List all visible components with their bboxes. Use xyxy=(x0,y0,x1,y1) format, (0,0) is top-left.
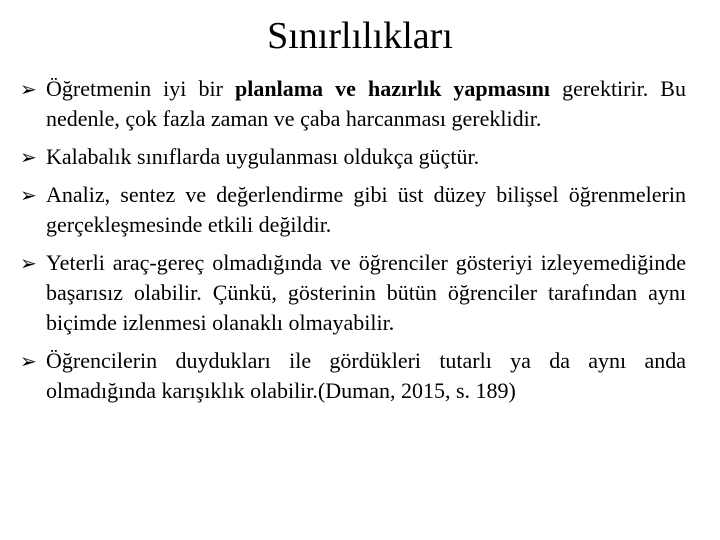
list-item xyxy=(20,248,686,338)
arrow-bullet-icon: ➢ xyxy=(20,145,37,169)
item-text-plain: gerektirir. Bu nedenle, çok fazla zaman ve çaba harcanması gereklidir. xyxy=(46,76,686,131)
item-text: Kalabalık sınıflarda uygulanması oldukça güçtür. xyxy=(46,144,480,169)
list-item xyxy=(20,180,686,240)
list-item xyxy=(20,142,686,172)
list-item xyxy=(20,74,686,134)
slide-title: Sınırlılıkları xyxy=(267,15,453,57)
item-text-bold: planlama ve hazırlık yapmasını xyxy=(235,76,550,101)
arrow-bullet-icon: ➢ xyxy=(20,251,37,275)
arrow-bullet-icon: ➢ xyxy=(20,183,37,207)
list-item xyxy=(20,346,686,406)
item-text-plain: Öğretmenin iyi bir xyxy=(46,76,236,101)
arrow-bullet-icon: ➢ xyxy=(20,349,37,373)
item-text: Analiz, sentez ve değerlendirme gibi üst düzey bilişsel öğrenmelerin gerçekleşmesinde etkili değildir. xyxy=(46,182,686,237)
arrow-bullet-icon: ➢ xyxy=(20,77,37,101)
item-text: Yeterli araç-gereç olmadığında ve öğrenciler gösteriyi izleyemediğinde başarısız olabilir. Çünkü, gösterinin bütün öğrenciler tarafından aynı biçimde izlenmesi olanaklı olmayabilir. xyxy=(46,250,686,335)
bullet-list xyxy=(20,74,686,414)
item-text: Öğrencilerin duydukları ile gördükleri tutarlı ya da aynı anda olmadığında karışıklık olabilir.(Duman, 2015, s. 189) xyxy=(46,348,686,403)
